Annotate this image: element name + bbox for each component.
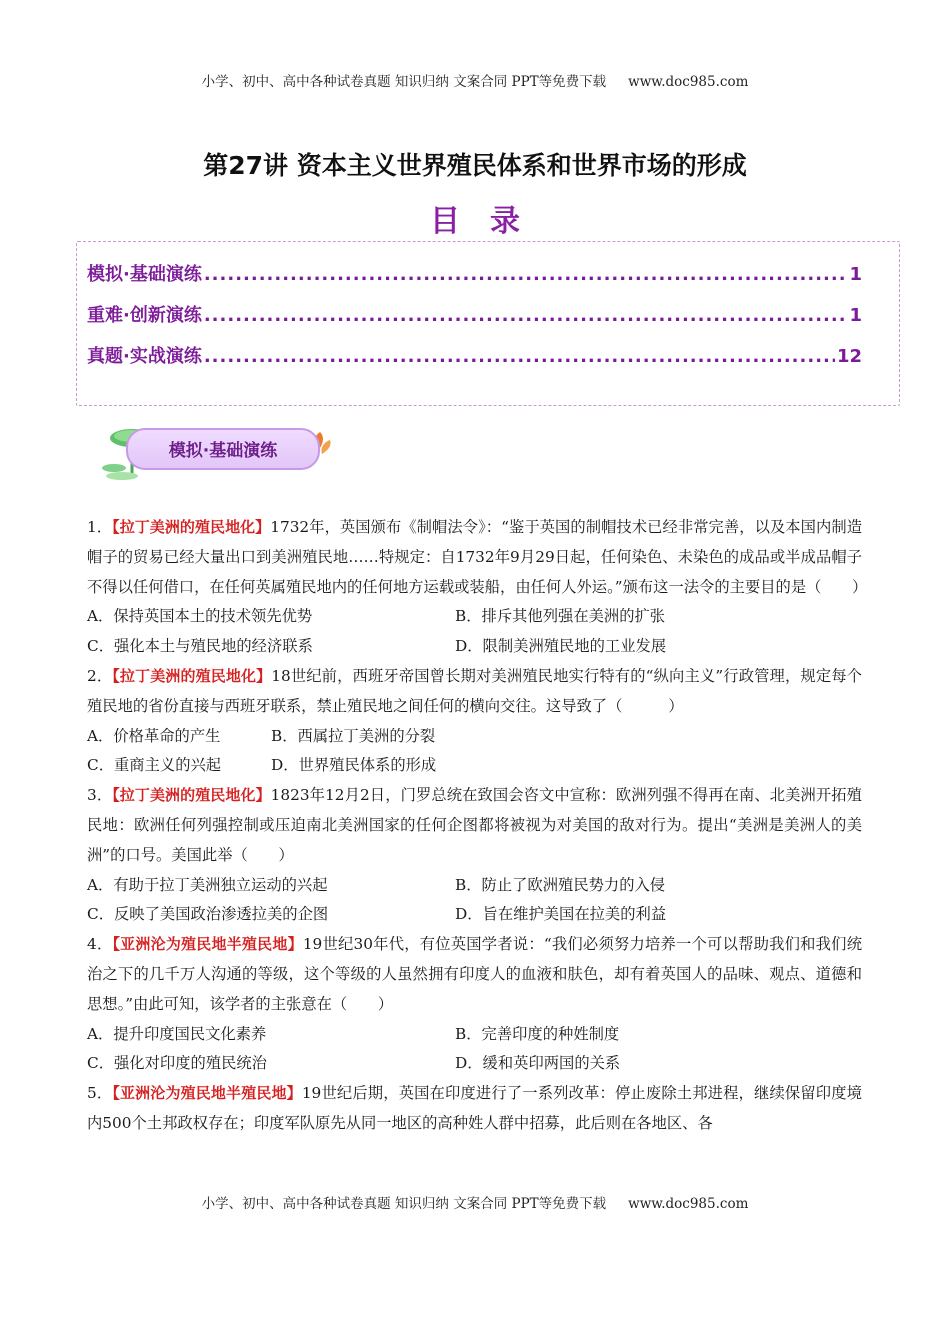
- toc-leader: [204, 305, 848, 326]
- header-site[interactable]: www.doc985.com: [628, 74, 749, 90]
- toc-item-label: 模拟·基础演练: [87, 264, 202, 285]
- footer-text: 小学、初中、高中各种试卷真题 知识归纳 文案合同 PPT等免费下载: [201, 1196, 607, 1212]
- question-stem: 18世纪前，西班牙帝国曾长期对美洲殖民地实行特有的“纵向主义”行政管理，规定每个殖民地的省份直接与西班牙联系，禁止殖民地之间任何的横向交往。这导致了（ ）: [87, 666, 862, 715]
- option-b[interactable]: B．西属拉丁美洲的分裂: [271, 726, 436, 745]
- question-stem: 19世纪30年代，有位英国学者说：“我们必须努力培养一个可以帮助我们和我们统治之下的几千万人沟通的等级，这个等级的人虽然拥有印度人的血液和肤色，却有着英国人的品味、观点、道德和思想。”由此可知，该学者的主张意在（ ）: [87, 935, 862, 1013]
- toc-item-page: 1: [849, 305, 862, 326]
- toc-leader: [204, 346, 835, 367]
- section-badge: [98, 418, 338, 482]
- option-c[interactable]: C．强化对印度的殖民统治: [87, 1054, 267, 1073]
- question: [87, 781, 862, 870]
- question-tag: 【亚洲沦为殖民地半殖民地】: [112, 935, 303, 954]
- option-a[interactable]: A．有助于拉丁美洲独立运动的兴起: [87, 875, 328, 894]
- question: [87, 662, 862, 722]
- option-a[interactable]: A．价格革命的产生: [87, 726, 221, 745]
- toc-item-real[interactable]: [87, 342, 862, 368]
- question: [87, 1079, 862, 1139]
- question-options: [87, 871, 862, 931]
- question-options: [87, 722, 862, 782]
- question-tag: 【拉丁美洲的殖民地化】: [112, 518, 271, 536]
- page-header: [0, 70, 950, 90]
- option-d[interactable]: D．旨在维护美国在拉美的利益: [455, 905, 667, 924]
- question-tag: 【拉丁美洲的殖民地化】: [112, 666, 272, 685]
- question-tag: 【拉丁美洲的殖民地化】: [112, 786, 271, 805]
- question-options: [87, 602, 862, 662]
- header-text: 小学、初中、高中各种试卷真题 知识归纳 文案合同 PPT等免费下载: [201, 74, 607, 90]
- section-badge-pill: [126, 428, 320, 470]
- page-title: 第27讲 资本主义世界殖民体系和世界市场的形成: [203, 151, 747, 180]
- option-c[interactable]: C．强化本土与殖民地的经济联系: [87, 637, 313, 656]
- option-d[interactable]: D．缓和英印两国的关系: [455, 1054, 621, 1073]
- question-number: 3．: [87, 786, 113, 805]
- question-number: 1．: [87, 518, 113, 536]
- option-a[interactable]: A．保持英国本土的技术领先优势: [87, 607, 313, 626]
- option-c[interactable]: C．反映了美国政治渗透拉美的企图: [87, 905, 329, 924]
- toc-item-label: 真题·实战演练: [87, 346, 202, 367]
- toc-item-basic[interactable]: [87, 260, 862, 286]
- question-stem: 1732年，英国颁布《制帽法令》：“鉴于英国的制帽技术已经非常完善，以及本国内制造帽子的贸易已经大量出口到美洲殖民地……特规定：自1732年9月29日起，任何染色、未染色的成品或半成品帽子不得以任何借口，在任何英属殖民地内的任何地方运载或装船，由任何人外运。”颁布这一法令的主要目的是（ ）: [87, 518, 868, 596]
- question: [87, 513, 868, 602]
- section-badge-label: 模拟·基础演练: [168, 441, 278, 461]
- option-d[interactable]: D．世界殖民体系的形成: [271, 756, 437, 775]
- questions-area: [87, 513, 868, 1139]
- footer-site[interactable]: www.doc985.com: [628, 1196, 749, 1212]
- option-d[interactable]: D．限制美洲殖民地的工业发展: [455, 637, 667, 656]
- question-stem: 1823年12月2日，门罗总统在致国会咨文中宣称：欧洲列强不得再在南、北美洲开拓殖民地：欧洲任何列强控制或压迫南北美洲国家的任何企图都将被视为对美国的敌对行为。提出“美洲是美洲人的美洲”的口号。美国此举（ ）: [87, 786, 862, 864]
- question-number: 2．: [87, 666, 113, 685]
- option-a[interactable]: A．提升印度国民文化素养: [87, 1024, 267, 1043]
- toc-item-advanced[interactable]: [87, 301, 862, 327]
- option-c[interactable]: C．重商主义的兴起: [87, 756, 222, 775]
- question-tag: 【亚洲沦为殖民地半殖民地】: [112, 1084, 302, 1103]
- table-of-contents: [76, 241, 900, 406]
- page-footer: [0, 1192, 950, 1212]
- option-b[interactable]: B．完善印度的种姓制度: [455, 1024, 620, 1043]
- option-b[interactable]: B．防止了欧洲殖民势力的入侵: [455, 875, 666, 894]
- question-number: 5．: [87, 1084, 113, 1103]
- toc-item-page: 12: [836, 346, 862, 367]
- question: [87, 930, 862, 1019]
- toc-heading: 目录: [430, 204, 550, 239]
- toc-item-page: 1: [849, 264, 862, 285]
- question-options: [87, 1020, 862, 1080]
- option-b[interactable]: B．排斥其他列强在美洲的扩张: [455, 607, 666, 626]
- toc-leader: [204, 264, 848, 285]
- question-stem: 19世纪后期，英国在印度进行了一系列改革：停止废除土邦进程，继续保留印度境内500个土邦政权存在；印度军队原先从同一地区的高种姓人群中招募，此后则在各地区、各: [87, 1084, 863, 1132]
- question-number: 4．: [87, 935, 113, 954]
- toc-item-label: 重难·创新演练: [87, 305, 202, 326]
